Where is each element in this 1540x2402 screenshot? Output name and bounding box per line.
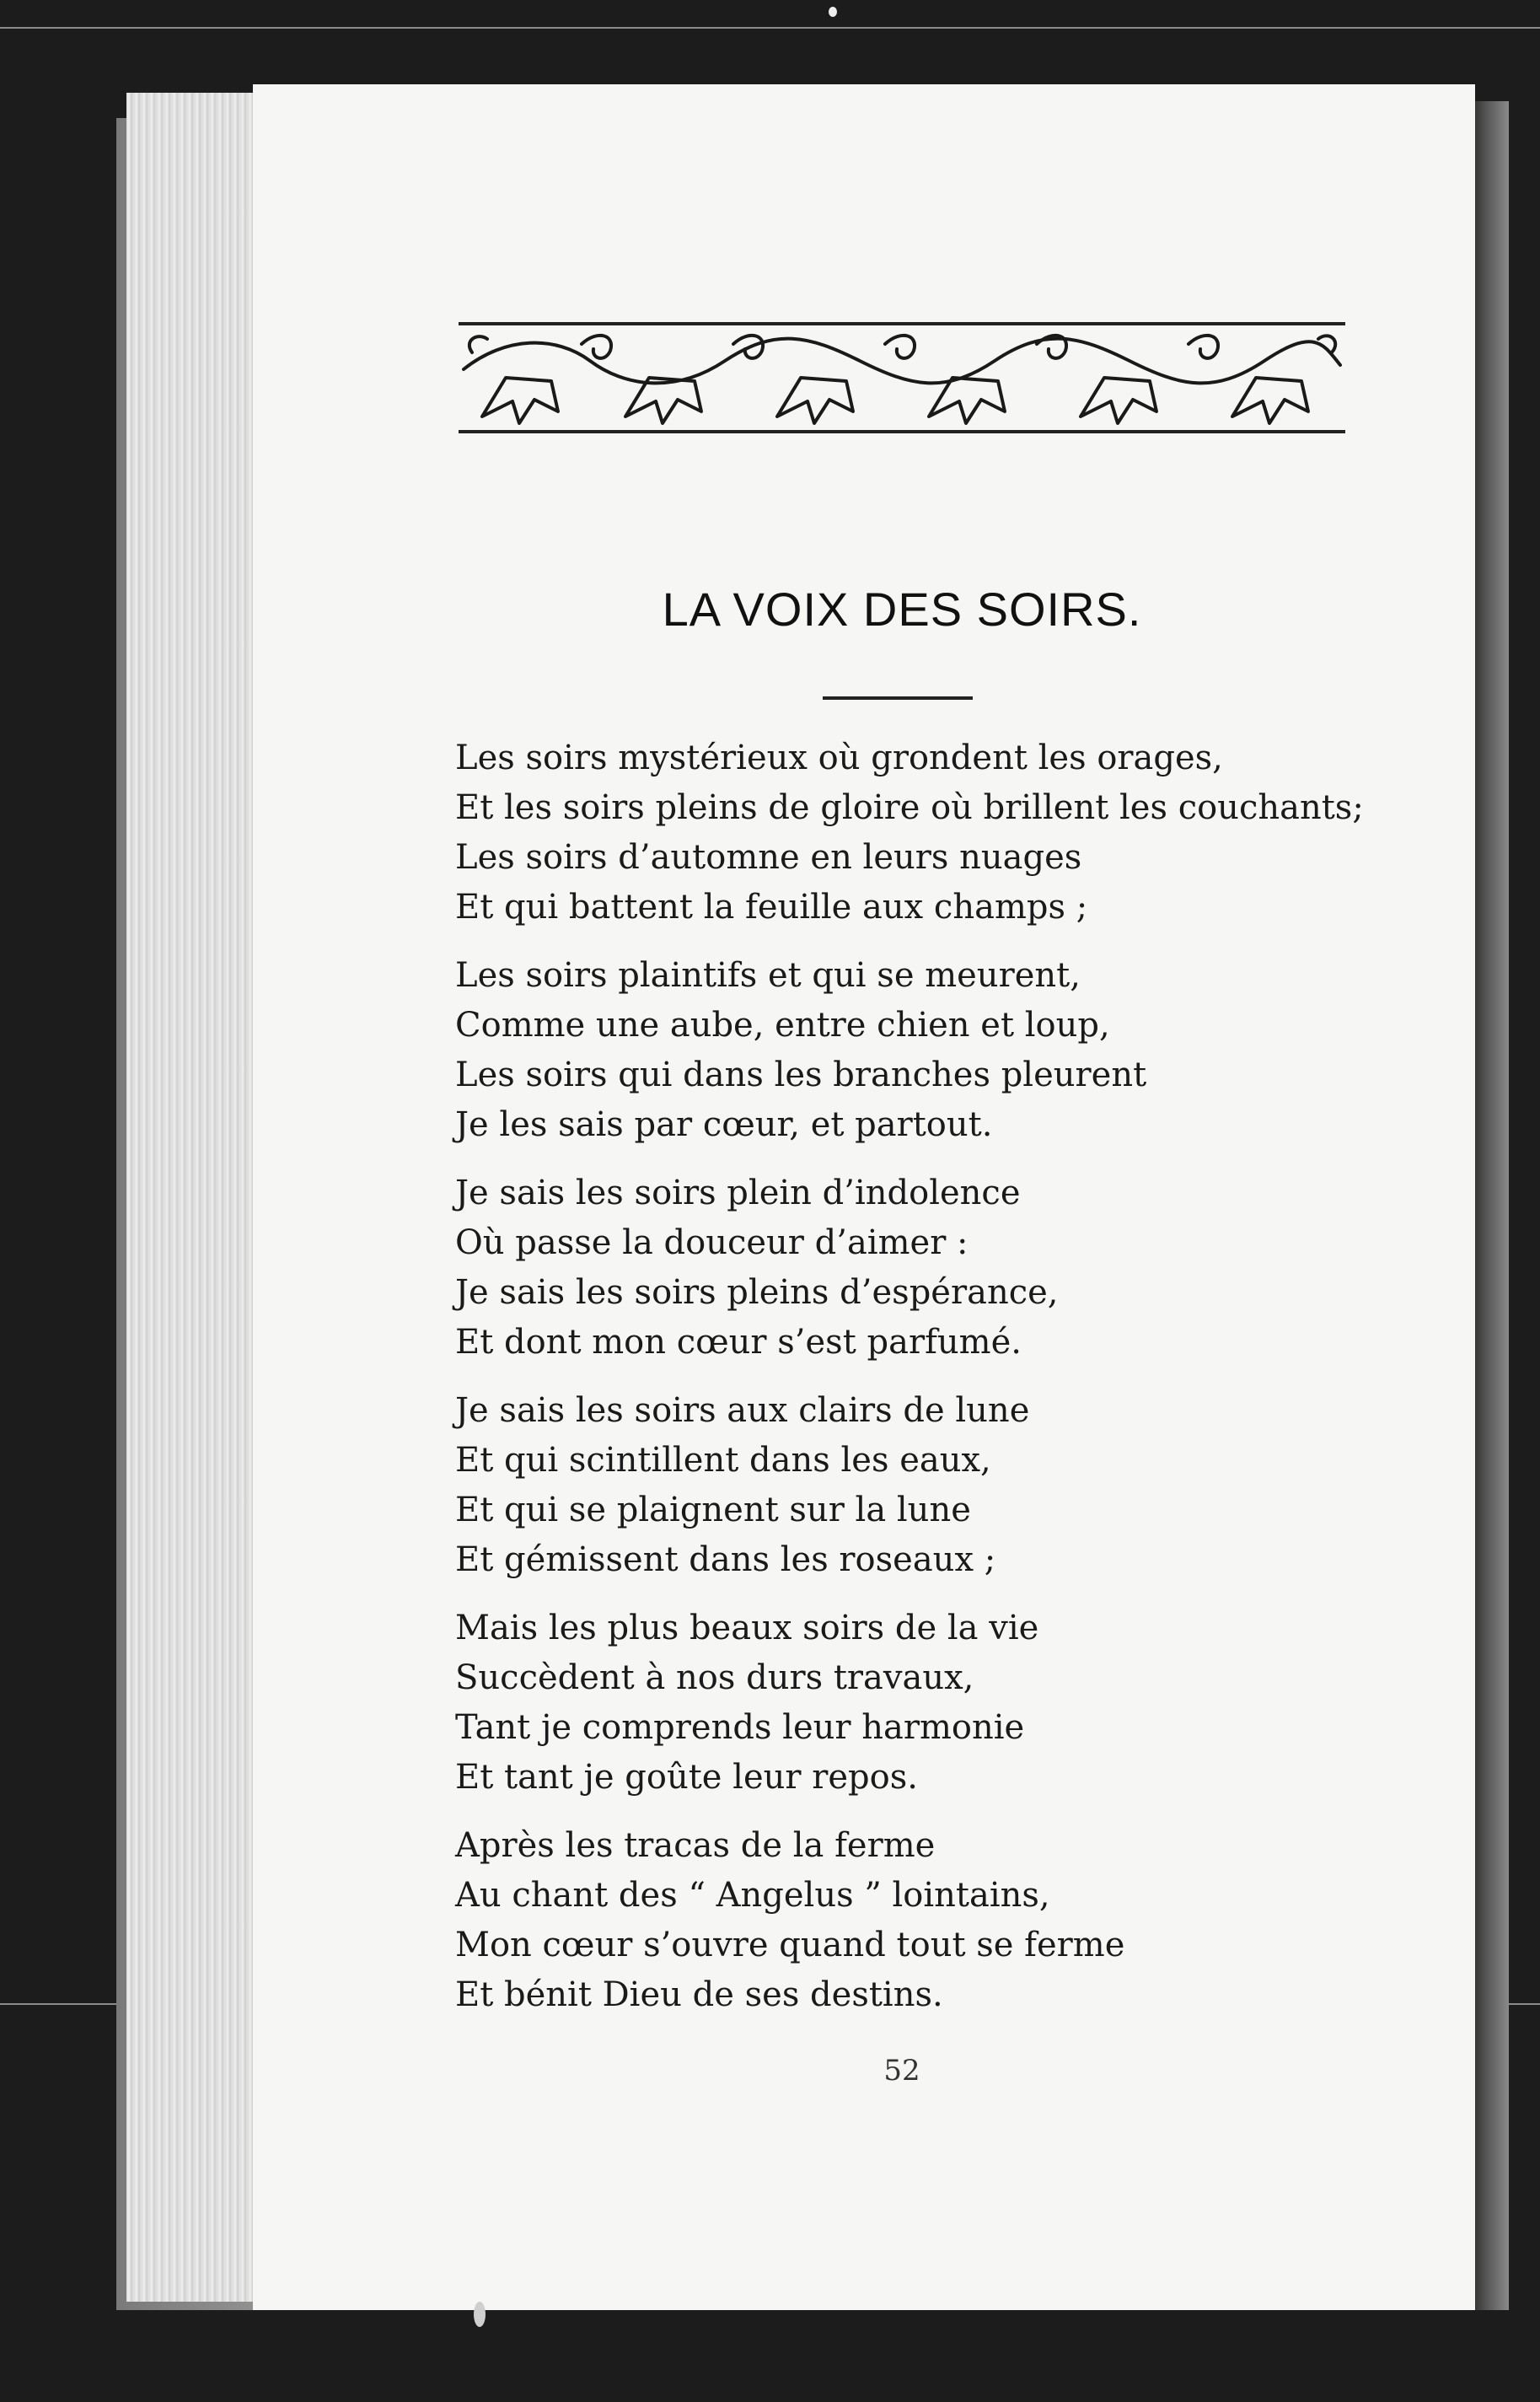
verse-line: Et qui battent la feuille aux champs ; <box>455 888 1088 927</box>
stanza-1 <box>455 733 1366 932</box>
verse-line: Comme une aube, entre chien et loup, <box>455 1006 1110 1045</box>
stanza-5 <box>455 1604 1366 1803</box>
verse-line: Et qui scintillent dans les eaux, <box>455 1441 991 1480</box>
verse-line: Et les soirs pleins de gloire où brillent les couchants; <box>455 788 1364 827</box>
verse-line: Je les sais par cœur, et partout. <box>455 1105 993 1144</box>
page-edge-stack <box>126 93 270 2302</box>
stanza-2 <box>455 951 1366 1150</box>
verse-line: Où passe la douceur d’aimer : <box>455 1223 969 1262</box>
verse-line: Après les tracas de la ferme <box>455 1826 936 1865</box>
verse-line: Les soirs d’automne en leurs nuages <box>455 838 1082 877</box>
verse-line: Et dont mon cœur s’est parfumé. <box>455 1323 1022 1362</box>
verse-line: Je sais les soirs plein d’indolence <box>455 1174 1021 1212</box>
verse-line: Les soirs qui dans les branches pleurent <box>455 1056 1147 1094</box>
scan-band-top <box>0 27 1540 29</box>
verse-line: Et gémissent dans les roseaux ; <box>455 1540 996 1579</box>
verse-line: Et qui se plaignent sur la lune <box>455 1491 971 1529</box>
stanza-6 <box>455 1821 1366 2020</box>
verse-line: Je sais les soirs aux clairs de lune <box>455 1391 1030 1430</box>
verse-line: Tant je comprends leur harmonie <box>455 1708 1025 1747</box>
page-number: 52 <box>883 2054 920 2088</box>
verse-line: Les soirs plaintifs et qui se meurent, <box>455 956 1081 995</box>
verse-line: Les soirs mystérieux où grondent les orages, <box>455 739 1223 777</box>
poem-title: LA VOIX DES SOIRS. <box>662 583 1142 636</box>
poem-body <box>455 733 1366 2039</box>
verse-line: Mais les plus beaux soirs de la vie <box>455 1609 1039 1647</box>
book-right-edge <box>1471 101 1509 2310</box>
verse-line: Et tant je goûte leur repos. <box>455 1758 918 1797</box>
scan-speck <box>474 2302 486 2327</box>
verse-line: Je sais les soirs pleins d’espérance, <box>455 1273 1059 1312</box>
verse-line: Et bénit Dieu de ses destins. <box>455 1975 943 2014</box>
verse-line: Mon cœur s’ouvre quand tout se ferme <box>455 1926 1125 1964</box>
verse-line: Au chant des “ Angelus ” lointains, <box>455 1876 1050 1915</box>
verse-line: Succèdent à nos durs travaux, <box>455 1658 974 1697</box>
stanza-4 <box>455 1386 1366 1585</box>
title-divider <box>823 696 973 700</box>
stanza-3 <box>455 1169 1366 1368</box>
vine-leaf-ornament-icon <box>455 319 1349 437</box>
scan-speck <box>829 7 837 17</box>
